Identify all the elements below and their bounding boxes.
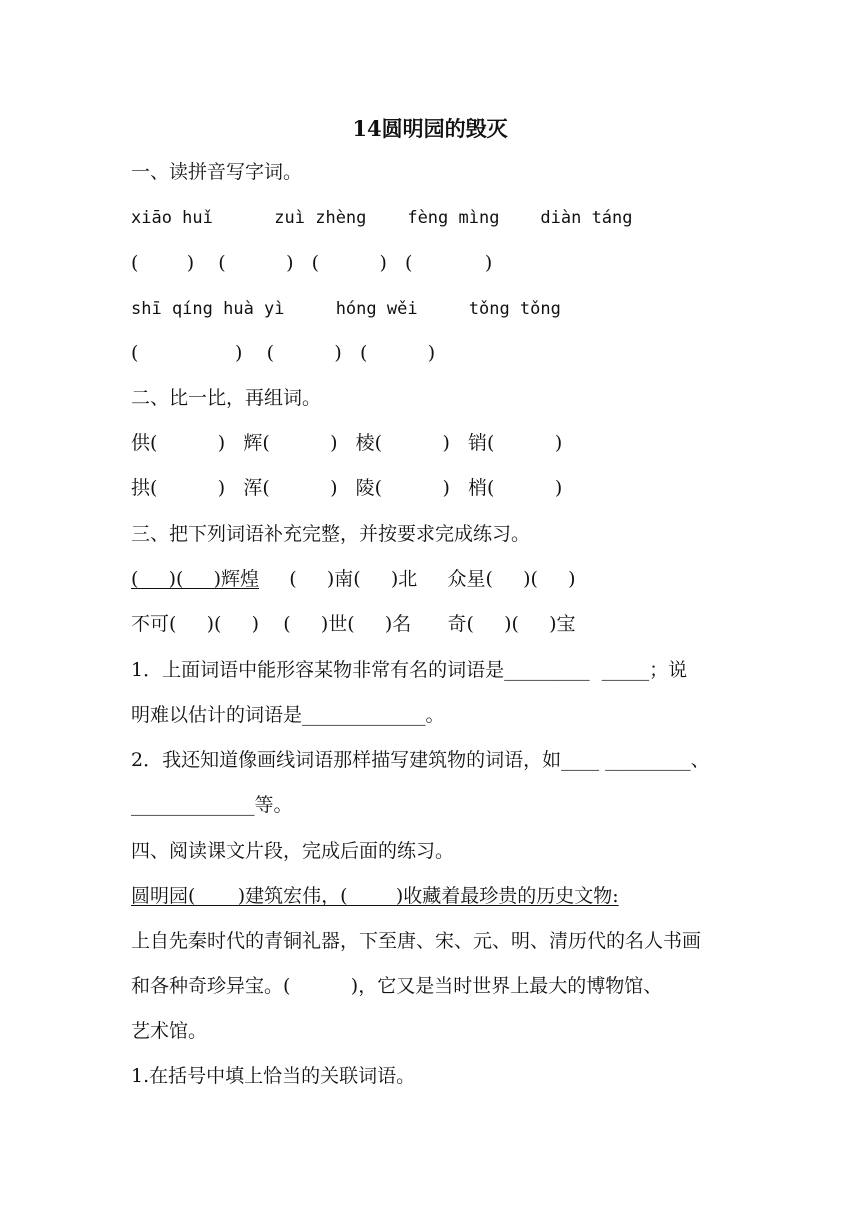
- idiom-row-1-rest: ( )南( )北 众星( )( ): [259, 568, 576, 590]
- compare-row-1: 供( ) 辉( ) 棱( ) 销( ): [131, 432, 563, 454]
- question-2-line-1: 2．我还知道像画线词语那样描写建筑物的词语，如____ _________、: [131, 749, 710, 771]
- pinyin-row-2: shī qíng huà yì hóng wěi tǒng tǒng: [131, 299, 561, 319]
- compare-row-2: 拱( ) 浑( ) 陵( ) 梢( ): [131, 477, 563, 499]
- idiom-row-1: [131, 567, 576, 591]
- idiom-row-2: 不可( )( ) ( )世( )名 奇( )( )宝: [131, 613, 576, 635]
- section-1-heading: 一、读拼音写字词。: [131, 161, 303, 183]
- underlined-idiom: ( )( )辉煌: [131, 568, 260, 590]
- passage-line-1: 圆明园( )建筑宏伟，( )收藏着最珍贵的历史文物:: [131, 885, 619, 907]
- section-4-heading: 四、阅读课文片段，完成后面的练习。: [131, 840, 455, 862]
- question-2-line-2: _____________等。: [131, 794, 293, 816]
- blank-row-2: ( ) ( ) ( ): [131, 342, 436, 364]
- question-1-line-1: 1．上面词语中能形容某物非常有名的词语是_________ _____；说: [131, 659, 688, 681]
- passage-line-2: 上自先秦时代的青铜礼器，下至唐、宋、元、明、清历代的名人书画: [131, 930, 702, 952]
- passage-line-3: 和各种奇珍异宝。( )，它又是当时世界上最大的博物馆、: [131, 975, 663, 997]
- page-title: 14圆明园的毁灭: [352, 116, 508, 141]
- passage-question-1: 1.在括号中填上恰当的关联词语。: [131, 1065, 416, 1087]
- blank-row-1: ( ) ( ) ( ) ( ): [131, 252, 493, 274]
- passage-line-4: 艺术馆。: [131, 1020, 208, 1042]
- section-3-heading: 三、把下列词语补充完整，并按要求完成练习。: [131, 523, 531, 545]
- question-1-line-2: 明难以估计的词语是_____________。: [131, 704, 445, 726]
- pinyin-row-1: xiāo huǐ zuì zhèng fèng mìng diàn táng: [131, 208, 633, 228]
- section-2-heading: 二、比一比，再组词。: [131, 387, 322, 409]
